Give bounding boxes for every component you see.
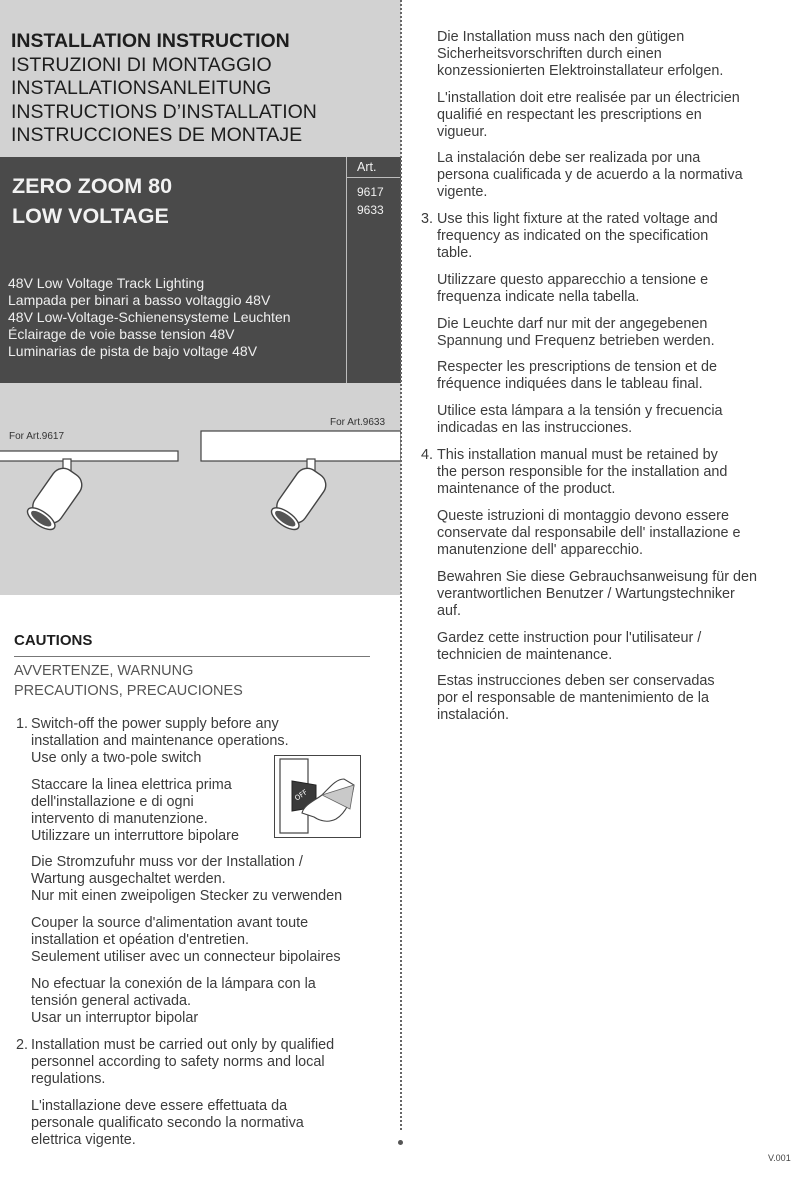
spotlight-9633-icon bbox=[268, 459, 330, 534]
text-line: Wartung ausgechaltet werden. bbox=[31, 871, 226, 887]
title-en: INSTALLATION INSTRUCTION bbox=[11, 30, 290, 52]
text-line: Spannung und Frequenz betrieben werden. bbox=[437, 333, 715, 349]
product-name bbox=[12, 171, 172, 231]
title-fr: INSTRUCTIONS D’INSTALLATION bbox=[11, 100, 317, 123]
art-codes bbox=[357, 183, 384, 219]
text-line: Utilizzare questo apparecchio a tensione e bbox=[437, 272, 709, 288]
text-line: dell'installazione e di ogni bbox=[31, 794, 194, 810]
text-line: Die Installation muss nach den gütigen bbox=[437, 29, 685, 45]
item2-en bbox=[31, 1037, 334, 1088]
switch-off-text: OFF bbox=[293, 788, 310, 803]
cautions-subtitle bbox=[14, 661, 243, 701]
text-line: indicadas en las instrucciones. bbox=[437, 420, 633, 436]
text-line: frequency as indicated on the specification bbox=[437, 228, 709, 244]
column-divider bbox=[400, 0, 402, 1130]
text-line: Switch-off the power supply before any bbox=[31, 716, 279, 732]
subtitle-en: 48V Low Voltage Track Lighting bbox=[8, 275, 205, 291]
text-line: Seulement utiliser avec un connecteur bipolaires bbox=[31, 949, 341, 965]
art-code: 9617 bbox=[357, 185, 384, 199]
text-line: persona cualificada y de acuerdo a la normativa bbox=[437, 167, 743, 183]
title-de: INSTALLATIONSANLEITUNG bbox=[11, 77, 272, 100]
item4-fr bbox=[437, 630, 701, 664]
item4-it bbox=[437, 508, 741, 559]
text-line: vigente. bbox=[437, 184, 488, 200]
cautions-title: CAUTIONS bbox=[14, 632, 93, 649]
text-line: konzessionierten Elektroinstallateur erfolgen. bbox=[437, 63, 724, 79]
track-9633 bbox=[201, 431, 401, 461]
text-line: Couper la source d'alimentation avant toute bbox=[31, 915, 309, 931]
text-line: por el responsable de mantenimiento de la bbox=[437, 690, 709, 706]
item3-fr bbox=[437, 359, 717, 393]
text-line: Utilizzare un interruttore bipolare bbox=[31, 828, 239, 844]
text-line: Utilice esta lámpara a la tensión y frecuencia bbox=[437, 403, 723, 419]
item4-de bbox=[437, 569, 757, 620]
text-line: Installation must be carried out only by qualified bbox=[31, 1037, 335, 1053]
text-line: intervento di manutenzione. bbox=[31, 811, 208, 827]
subtitle-it: Lampada per binari a basso voltaggio 48V bbox=[8, 292, 271, 308]
text-line: qualifié en respectant les prescriptions en bbox=[437, 107, 702, 123]
title-list bbox=[11, 30, 396, 148]
art-label: Art. bbox=[357, 160, 377, 174]
text-line: Queste istruzioni di montaggio devono essere bbox=[437, 508, 729, 524]
text-line: frequenza indicate nella tabella. bbox=[437, 289, 640, 305]
item1-en bbox=[31, 716, 289, 767]
text-line: elettrica vigente. bbox=[31, 1132, 136, 1148]
item-number: 4. bbox=[421, 447, 434, 463]
item4-es bbox=[437, 673, 715, 724]
art-header-rule bbox=[346, 177, 401, 178]
title-it: ISTRUZIONI DI MONTAGGIO bbox=[11, 53, 272, 76]
text-line: Die Stromzufuhr muss vor der Installation / bbox=[31, 854, 303, 870]
item4-en bbox=[437, 447, 727, 498]
text-line: This installation manual must be retained by bbox=[437, 447, 718, 463]
subtitle-fr: Éclairage de voie basse tension 48V bbox=[8, 326, 235, 342]
product-subtitles bbox=[8, 275, 291, 360]
text-line: Use only a two-pole switch bbox=[31, 750, 202, 766]
track-9617 bbox=[0, 451, 178, 461]
art-column-divider bbox=[346, 157, 347, 383]
text-line: Sicherheitsvorschriften durch einen bbox=[437, 46, 662, 62]
text-line: fréquence indiquées dans le tableau final. bbox=[437, 376, 703, 392]
item1-it bbox=[31, 777, 239, 845]
item3-es bbox=[437, 403, 723, 437]
text-line: the person responsible for the installation and bbox=[437, 464, 728, 480]
item3-en bbox=[437, 211, 718, 262]
switch-off-illustration bbox=[274, 755, 362, 839]
text-line: installation and maintenance operations. bbox=[31, 733, 289, 749]
spotlight-9617-icon bbox=[24, 459, 86, 534]
text-line: instalación. bbox=[437, 707, 509, 723]
item3-it bbox=[437, 272, 708, 306]
text-line: L'installation doit etre realisée par un électricien bbox=[437, 90, 740, 106]
text-line: regulations. bbox=[31, 1071, 106, 1087]
text-line: Usar un interruptor bipolar bbox=[31, 1010, 199, 1026]
item1-fr bbox=[31, 915, 341, 966]
text-line: technicien de maintenance. bbox=[437, 647, 613, 663]
cautions-subtitle-line2: PRECAUTIONS, PRECAUCIONES bbox=[14, 683, 243, 699]
item2-fr bbox=[437, 90, 740, 141]
item2-es bbox=[437, 150, 743, 201]
text-line: table. bbox=[437, 245, 473, 261]
item1-es bbox=[31, 976, 316, 1027]
label-9617: For Art.9617 bbox=[9, 431, 65, 442]
divider-end-dot bbox=[398, 1140, 403, 1145]
text-line: L'installazione deve essere effettuata da bbox=[31, 1098, 288, 1114]
item-number: 3. bbox=[421, 211, 434, 227]
subtitle-de: 48V Low-Voltage-Schienensysteme Leuchten bbox=[8, 309, 291, 325]
text-line: Nur mit einen zweipoligen Stecker zu verwenden bbox=[31, 888, 343, 904]
text-line: manutenzione dell' apparecchio. bbox=[437, 542, 643, 558]
text-line: Estas instrucciones deben ser conservadas bbox=[437, 673, 715, 689]
text-line: auf. bbox=[437, 603, 462, 619]
text-line: Bewahren Sie diese Gebrauchsanweisung für den bbox=[437, 569, 757, 585]
version-label: V.001 bbox=[768, 1153, 791, 1163]
cautions-rule bbox=[14, 656, 370, 657]
art-code: 9633 bbox=[357, 203, 384, 217]
track-lights-illustration bbox=[0, 383, 401, 595]
text-line: conservate dal responsabile dell' installazione e bbox=[437, 525, 741, 541]
text-line: Die Leuchte darf nur mit der angegebenen bbox=[437, 316, 708, 332]
text-line: vigueur. bbox=[437, 124, 488, 140]
cautions-subtitle-line1: AVVERTENZE, WARNUNG bbox=[14, 663, 194, 679]
text-line: Respecter les prescriptions de tension et de bbox=[437, 359, 717, 375]
text-line: Gardez cette instruction pour l'utilisateur / bbox=[437, 630, 702, 646]
text-line: Staccare la linea elettrica prima bbox=[31, 777, 232, 793]
item2-it bbox=[31, 1098, 304, 1149]
text-line: Use this light fixture at the rated voltage and bbox=[437, 211, 718, 227]
text-line: No efectuar la conexión de la lámpara con la bbox=[31, 976, 316, 992]
label-9633: For Art.9633 bbox=[330, 417, 386, 428]
product-name-line1: ZERO ZOOM 80 bbox=[12, 174, 173, 198]
text-line: personale qualificato secondo la normativa bbox=[31, 1115, 304, 1131]
text-line: tensión general activada. bbox=[31, 993, 192, 1009]
item-number: 1. bbox=[16, 716, 29, 732]
text-line: La instalación debe ser realizada por una bbox=[437, 150, 701, 166]
item2-de bbox=[437, 29, 723, 80]
text-line: personnel according to safety norms and local bbox=[31, 1054, 325, 1070]
subtitle-es: Luminarias de pista de bajo voltage 48V bbox=[8, 343, 258, 359]
product-name-line2: LOW VOLTAGE bbox=[12, 204, 169, 228]
text-line: maintenance of the product. bbox=[437, 481, 616, 497]
item3-de bbox=[437, 316, 715, 350]
text-line: installation et opéation d'entretien. bbox=[31, 932, 249, 948]
title-es: INSTRUCCIONES DE MONTAJE bbox=[11, 124, 303, 147]
text-line: verantwortlichen Benutzer / Wartungstechniker bbox=[437, 586, 735, 602]
item1-de bbox=[31, 854, 342, 905]
item-number: 2. bbox=[16, 1037, 29, 1053]
